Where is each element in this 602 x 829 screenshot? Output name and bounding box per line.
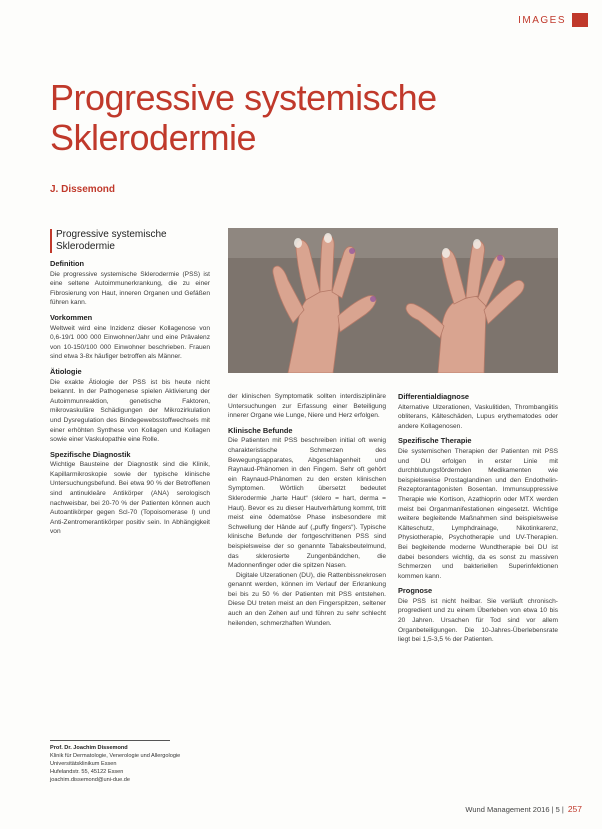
- section-text: Wichtige Bausteine der Diagnostik sind die Klinik, Kapillarmikroskopie sowie der typische klinische Untersuchungsbefund. Bei etwa 90 % der Betroffenen sind antinukleäre Antikörper (ANA) serologisch nachweisbar, bei 20-70 % der Patienten können auch Autoantikörper gegen Scl-70 (Topoisomerase I) und Anti-Zentromerantikörper positiv sein. In Abhängigkeit von: [50, 461, 210, 536]
- section-text: Die PSS ist nicht heilbar. Sie verläuft chronisch-progredient und zu einem Überleben von etwa 10 bis 20 Jahren. Ursachen für Tod sind vor allem Organbeteiligungen. Die 10-Jahres-Überlebensrate liegt bei 1,5-3,5 % der Patienten.: [398, 597, 558, 644]
- section-heading: Definition: [50, 259, 85, 268]
- section-heading: Prognose: [398, 586, 433, 596]
- article-title: Progressive systemische Sklerodermie: [50, 77, 437, 158]
- section-color-marker: [572, 13, 588, 27]
- hands-illustration: [228, 228, 558, 373]
- address-divider: [50, 740, 170, 741]
- section-heading: Klinische Befunde: [228, 425, 293, 435]
- section-text: Digitale Ulzerationen (DU), die Rattenbissnekrosen genannt werden, können im Verlauf der Erkrankung bei bis zu 50 % der Patienten mit PSS entstehen. Diese DU treten meist an den Fingerspitzen, seltener auch an den Zehen auf und führen zu sehr schlecht heilenden, schmerzhaften Wunden.: [228, 571, 386, 627]
- page-number: 257: [567, 804, 582, 814]
- section-text: Alternative Ulzerationen, Vaskulitiden, Thrombangiitis obliterans, Kälteschäden, Lupus erythematodes oder andere Kollagenosen.: [398, 403, 558, 430]
- section-label: IMAGES: [518, 15, 566, 26]
- page-footer: [465, 804, 582, 814]
- address-line: Hufelandstr. 55, 45122 Essen: [50, 769, 124, 775]
- section-text: Die exakte Ätiologie der PSS ist bis heute nicht bekannt. In der Pathogenese spielen Aktivierung der Autoimmunreaktion, genetische Faktoren, mikrovaskuläre Schädigungen der Mikrozirkulation und Dysregulation des Bindegewebsstoffwechsels mit einer erhöhten Synthese von Kollagen und Kollagen sowie einer Vaskulopathie eine Rolle.: [50, 378, 210, 444]
- section-text: Die systemischen Therapien der Patienten mit PSS und DU erfolgen in erster Linie mit durchblutungsfördernden Medikamenten wie beispielsweise Prostaglandinen und den Endothelin-Rezeptorantagonisten Bosentan. Immunsuppressive Therapie wie Kortison, Azathioprin oder MTX werden meist bei Organmanifestationen eingesetzt. Wichtige weitere begleitende Maßnahmen sind beispielsweise Kälteschutz, Lymphdrainage, Nikotinkarenz, Physiotherapie, Psychotherapie und UV-Therapien. Bei begleitende moderne Wundtherapie bei DU ist dabei besonders wichtig, da es sonst zu massiven Schmerzen und bakteriellen Superinfektionen kommen kann.: [398, 447, 558, 580]
- section-text: der klinischen Symptomatik sollten interdisziplinäre Untersuchungen zur Erfassung einer Beteiligung innerer Organe wie Lunge, Niere und Herz erfolgen.: [228, 393, 386, 420]
- address-line: Universitätsklinikum Essen: [50, 761, 117, 767]
- section-text: Die progressive systemische Sklerodermie (PSS) ist eine seltene Autoimmunerkrankung, die zu einer Fibrosierung von Haut, inneren Organen und Gefäßen führen kann.: [50, 270, 210, 307]
- section-heading: Differentialdiagnose: [398, 392, 470, 401]
- clinical-photo-hands: [228, 228, 558, 373]
- address-line: Klinik für Dermatologie, Venerologie und Allergologie: [50, 753, 181, 759]
- section-heading: Spezifische Therapie: [398, 436, 472, 446]
- column-right: [398, 392, 558, 645]
- section-heading: Vorkommen: [50, 312, 93, 322]
- column-middle: [228, 392, 386, 628]
- journal-name: Wund Management 2016 | 5 |: [465, 805, 564, 814]
- author-email-link[interactable]: joachim.dissemond@uni-due.de: [50, 777, 130, 783]
- column-left: [50, 229, 210, 537]
- article-author: J. Dissemond: [50, 184, 116, 195]
- section-text: Die Patienten mit PSS beschreiben initial oft wenig charakteristische Schmerzen des Bewegungsapparates, Abgeschlagenheit und Raynaud-Phänomen in den Fingern. Sehr oft gehört ein Raynaud-Phänomen zu den ersten klinischen Symptomen. Wörtlich übersetzt bedeutet Sklerodermie „harte Haut“ (sklero = hart, derma = Haut). Bevor es zu dieser Hautverhärtung kommt, tritt meist eine ödematöse Phase insbesondere mit Schwellung der Hände auf („puffy fingers“). Typische klinische Befunde der fortgeschrittenen PSS sind beispielsweise der so genannte Tabaksbeutelmund, das sklerosierte Zungenbändchen, die Madonnenfinger oder die spitzen Nasen.: [228, 437, 386, 570]
- author-address: [50, 744, 210, 784]
- section-heading: Ätiologie: [50, 366, 82, 376]
- section-text: Weltweit wird eine Inzidenz dieser Kollagenose von 0,6-19/1 000 000 Einwohner/Jahr und eine Prävalenz von 10-150/100 000 Einwohner beschrieben. Frauen sind etwa 3-8x häufiger betroffen als Männer.: [50, 324, 210, 361]
- info-box-title: Progressive systemische Sklerodermie: [50, 229, 210, 253]
- author-name: Prof. Dr. Joachim Dissemond: [50, 745, 128, 751]
- section-heading: Spezifische Diagnostik: [50, 449, 131, 459]
